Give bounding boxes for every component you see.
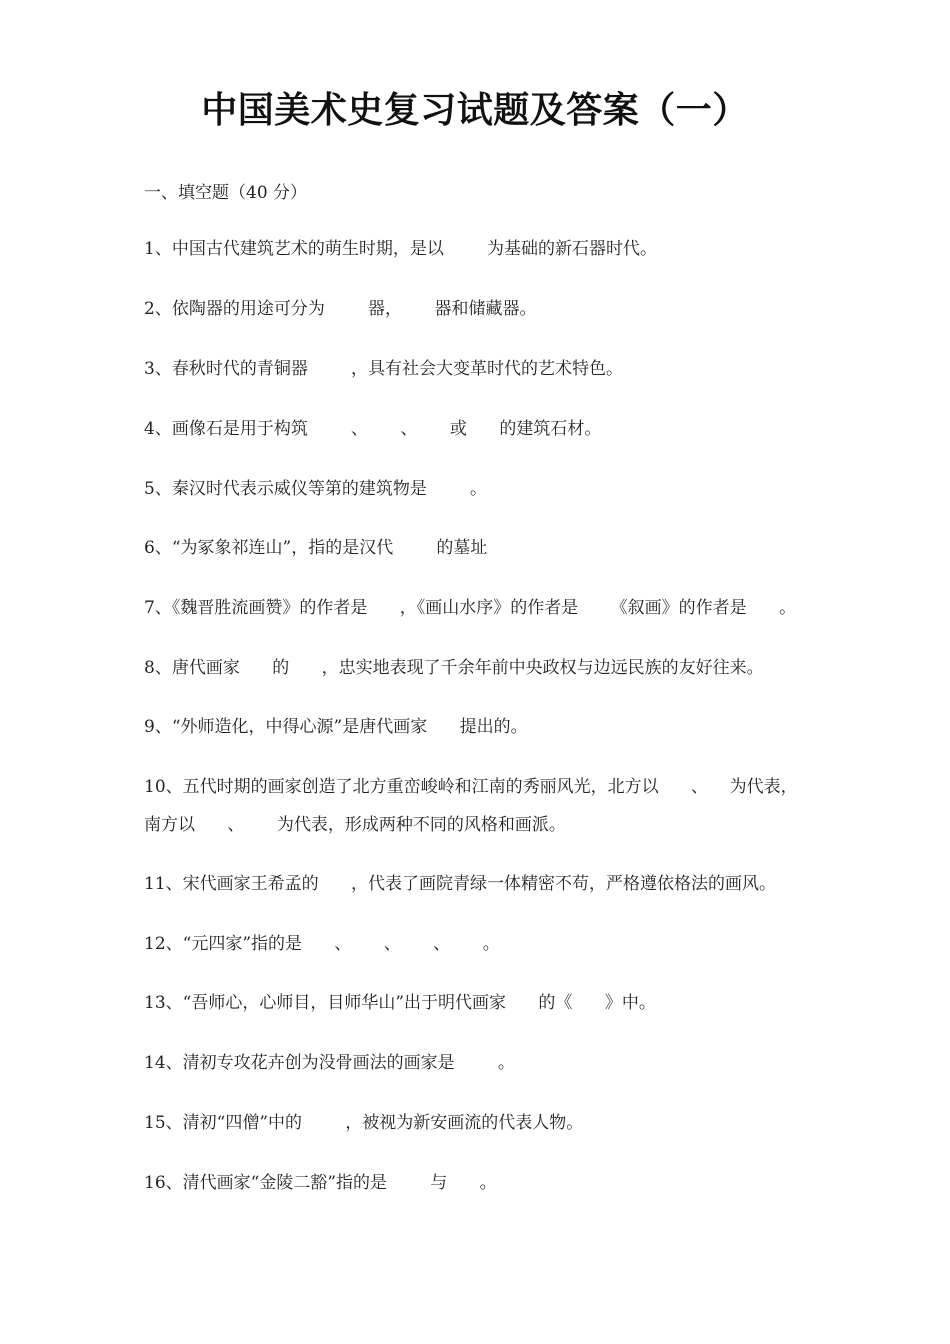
question-10: 10、五代时期的画家创造了北方重峦峻岭和江南的秀丽风光，北方以 、 为代表，南方以 、 为代表，形成两种不同的风格和画派。 <box>144 777 798 835</box>
question-7: 7、《魏晋胜流画赞》的作者是 ，《画山水序》的作者是 《叙画》的作者是 。 <box>144 598 797 618</box>
question-2: 2、依陶器的用途可分为 器， 器和储藏器。 <box>144 299 537 319</box>
question-15: 15、清初“四僧”中的 ，被视为新安画流的代表人物。 <box>144 1113 584 1133</box>
question-6: 6、“为冢象祁连山”，指的是汉代 的墓址 <box>144 538 488 558</box>
section-heading: 一、填空题（40 分） <box>144 183 308 203</box>
question-13: 13、“吾师心，心师目，目师华山”出于明代画家 的《 》中。 <box>144 993 656 1013</box>
question-8: 8、唐代画家 的 ，忠实地表现了千余年前中央政权与边远民族的友好往来。 <box>144 658 764 678</box>
question-16: 16、清代画家“金陵二豁”指的是 与 。 <box>144 1173 497 1193</box>
question-3: 3、春秋时代的青铜器 ，具有社会大变革时代的艺术特色。 <box>144 359 624 379</box>
question-4: 4、画像石是用于构筑 、 、 或 的建筑石材。 <box>144 419 602 439</box>
question-14: 14、清初专攻花卉创为没骨画法的画家是 。 <box>144 1053 515 1073</box>
question-1: 1、中国古代建筑艺术的萌生时期，是以 为基础的新石器时代。 <box>144 239 658 259</box>
document-title: 中国美术史复习试题及答案（一） <box>201 90 749 131</box>
question-11: 11、宋代画家王希孟的 ，代表了画院青绿一体精密不苟，严格遵依格法的画风。 <box>144 874 777 894</box>
question-5: 5、秦汉时代表示威仪等第的建筑物是 。 <box>144 479 488 499</box>
question-9: 9、“外师造化，中得心源”是唐代画家 提出的。 <box>144 717 528 737</box>
question-12: 12、“元四家”指的是 、 、 、 。 <box>144 934 500 954</box>
